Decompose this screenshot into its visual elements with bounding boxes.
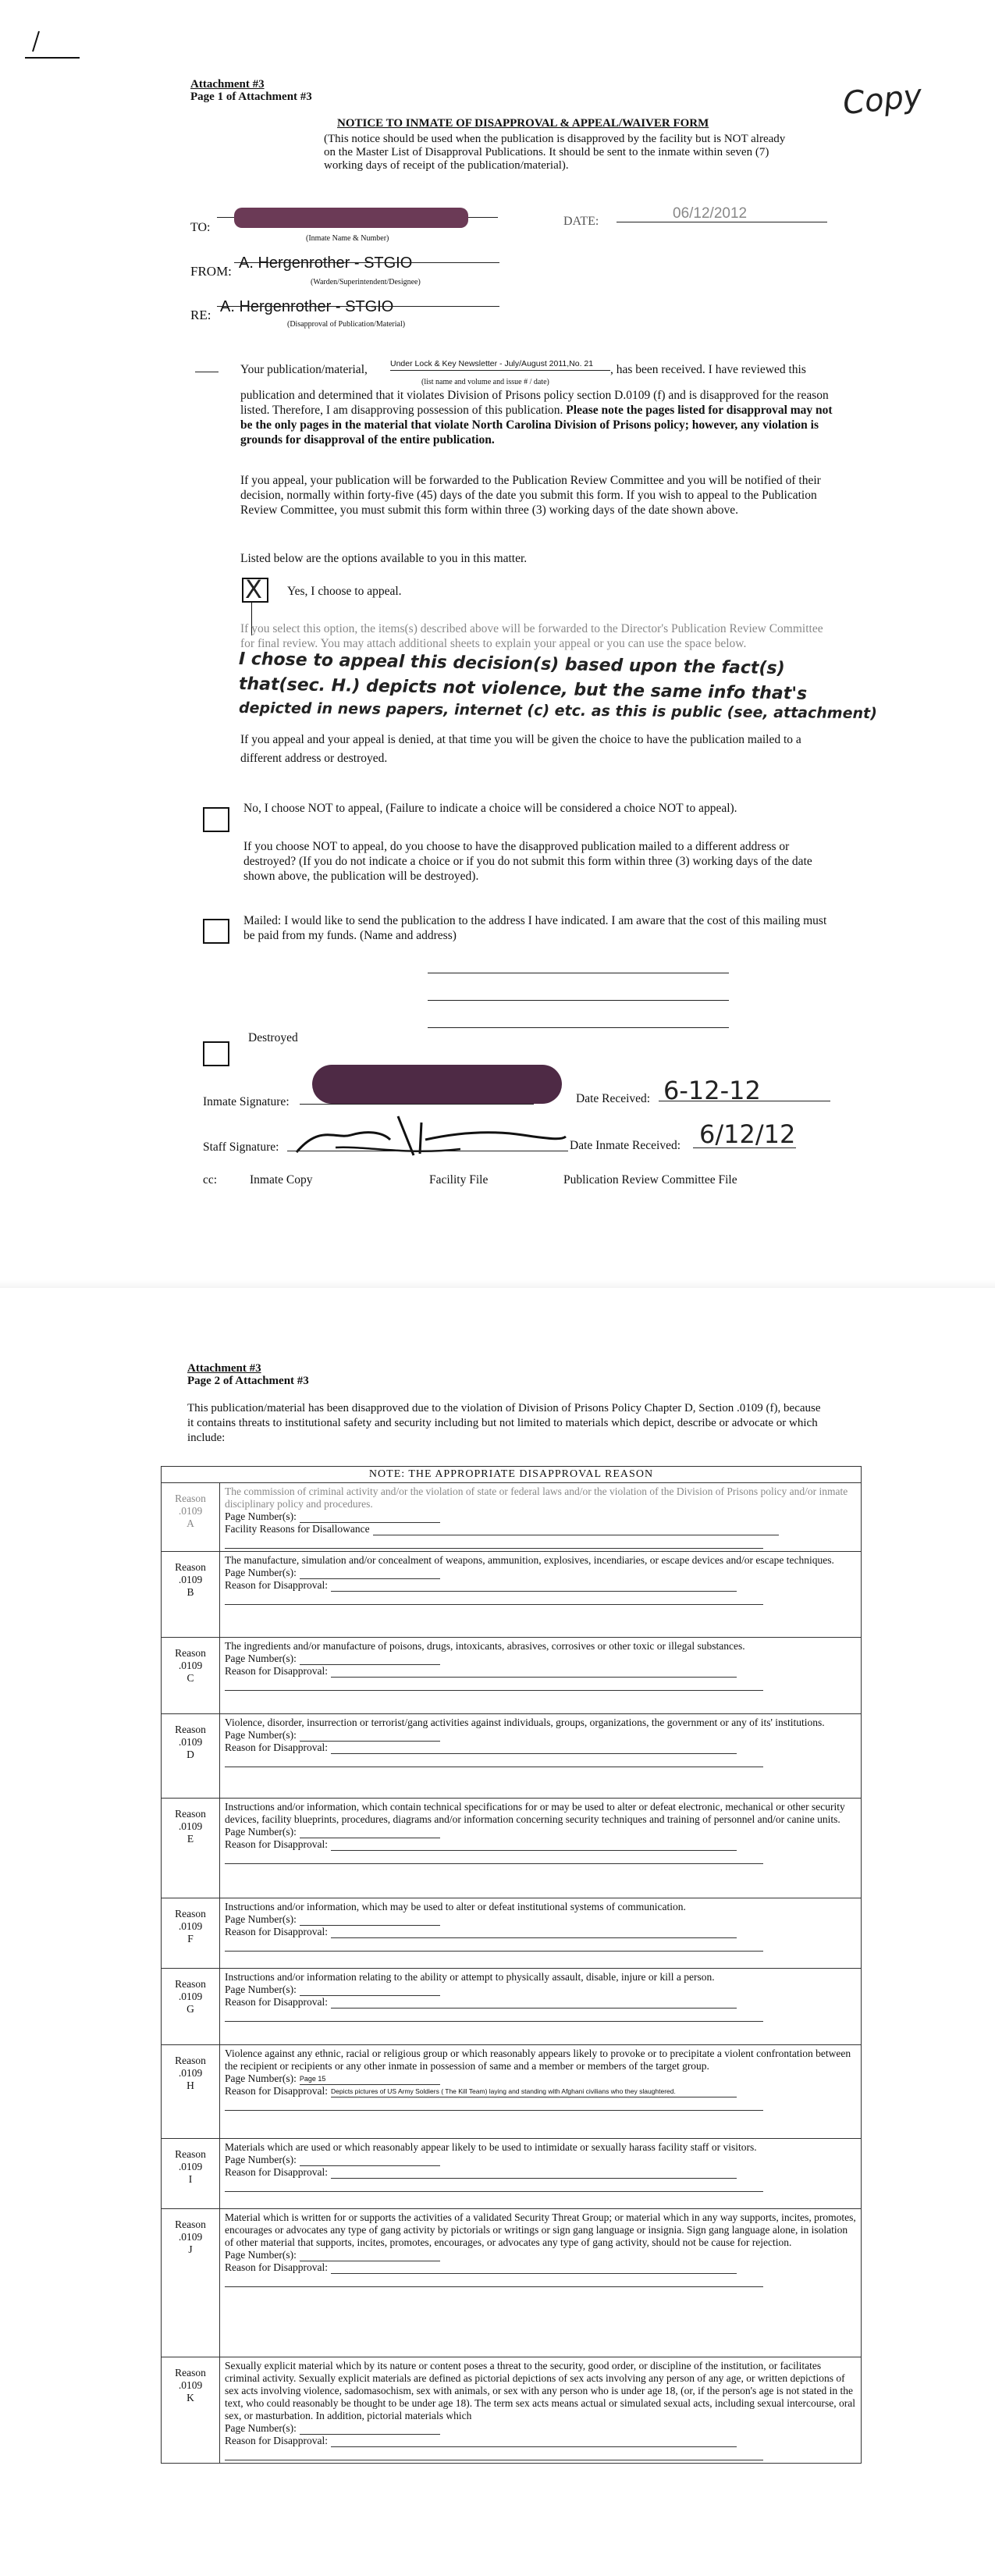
reason-word: Reason <box>175 1493 206 1504</box>
page-numbers-row <box>225 1729 856 1742</box>
reason-for-field[interactable] <box>331 1743 737 1754</box>
reason-extra-line[interactable] <box>225 1592 763 1605</box>
reason-for-field[interactable] <box>331 1667 737 1678</box>
from-value: A. Hergenrother - STGIO <box>239 254 413 272</box>
reason-for-field[interactable]: Depicts pictures of US Army Soldiers ( The Kill Team) laying and standing with Afghani civilians who they slaughtered. <box>331 2087 737 2097</box>
page-numbers-label: Page Number(s): <box>225 2073 297 2084</box>
page-numbers-field[interactable] <box>300 2424 440 2435</box>
page-numbers-label: Page Number(s): <box>225 1826 297 1838</box>
reason-detail <box>220 1483 862 1552</box>
reason-extra-line[interactable] <box>225 1938 763 1952</box>
re-caption: (Disapproval of Publication/Material) <box>287 320 406 329</box>
reason-letter: G <box>187 2003 194 2015</box>
reason-section: .0109 <box>178 1660 203 1671</box>
reason-for-row <box>225 2085 856 2097</box>
reason-for-row <box>225 1523 856 1535</box>
page-numbers-row <box>225 1567 856 1579</box>
date-label: DATE: <box>563 215 599 228</box>
reason-for-row <box>225 2261 856 2274</box>
page-numbers-row <box>225 2073 856 2085</box>
reason-word: Reason <box>175 2367 206 2379</box>
page-numbers-field[interactable] <box>300 1568 440 1579</box>
page-numbers-label: Page Number(s): <box>225 1729 297 1741</box>
reason-letter: C <box>187 1672 194 1684</box>
reason-text: Violence against any ethnic, racial or religious group or which reasonably appears likely to provoke or to precipitate a violent confrontation between the recipient or recipients or any other inmate in possession of same and a member or members of the target group. <box>225 2048 851 2072</box>
reason-section: .0109 <box>178 1505 203 1517</box>
reason-text: Materials which are used or which reasonably appear likely to be used to intimidate or sexually harass facility staff or visitors. <box>225 2141 757 2153</box>
reason-letter: K <box>187 2392 194 2403</box>
reason-code <box>162 1898 220 1969</box>
reason-extra-line[interactable] <box>225 2274 763 2287</box>
reason-for-field[interactable] <box>331 1581 737 1592</box>
reason-extra-line[interactable] <box>225 2097 763 2111</box>
reason-text: The ingredients and/or manufacture of poisons, drugs, intoxicants, abrasives, corrosives or other toxic or illegal substances. <box>225 1640 745 1652</box>
reason-row <box>162 2045 862 2139</box>
page-numbers-field[interactable] <box>300 2250 440 2261</box>
page-numbers-field[interactable] <box>300 2155 440 2166</box>
reason-code <box>162 2209 220 2357</box>
reason-row <box>162 1552 862 1638</box>
reason-letter: B <box>187 1586 194 1598</box>
reason-extra-line[interactable] <box>225 2179 763 2192</box>
reason-detail <box>220 2139 862 2209</box>
yes-explain: If you select this option, the items(s) described above will be forwarded to the Director's Publication Review Committee for final review. You may attach additional sheets to explain your appeal or you can use the space below. <box>240 622 823 650</box>
from-caption: (Warden/Superintendent/Designee) <box>311 278 421 286</box>
page-numbers-label: Page Number(s): <box>225 2154 297 2165</box>
para1 <box>240 388 833 447</box>
reason-for-field[interactable] <box>331 2168 737 2179</box>
reason-word: Reason <box>175 1808 206 1820</box>
reason-row <box>162 1714 862 1799</box>
reason-detail <box>220 2045 862 2139</box>
reason-word: Reason <box>175 1908 206 1920</box>
reason-code <box>162 1483 220 1552</box>
page-numbers-field[interactable] <box>300 1512 440 1523</box>
reason-letter: I <box>188 2173 193 2185</box>
copy-handwritten: Copy <box>840 77 924 123</box>
re-value: A. Hergenrother - STGIO <box>220 298 394 315</box>
reason-section: .0109 <box>178 1736 203 1748</box>
from-line <box>234 262 499 263</box>
reason-text: Material which is written for or supports the activities of a validated Security Threat Group; or material which in any way supports, incites, promotes, encourages or advocates any type of gang activity by pictorials or writings or sign gang language or insignia. Sign gang language alone, in isolation of other material that supports, incites, promotes, encourages, or advocates any type of gang activity, should not be cause for rejection. <box>225 2211 856 2248</box>
reason-for-field[interactable] <box>373 1525 779 1535</box>
reason-for-row <box>225 1742 856 1754</box>
reason-extra-line[interactable] <box>225 1851 763 1864</box>
reason-for-row <box>225 1838 856 1851</box>
reason-section: .0109 <box>178 2379 203 2391</box>
reasons-table <box>161 1466 862 2464</box>
address-line-2[interactable] <box>428 1000 729 1001</box>
reason-text: Instructions and/or information relating to the ability or attempt to physically assault, disable, injure or kill a person. <box>225 1971 715 1983</box>
attachment-label: Attachment #3 <box>190 78 265 91</box>
reason-letter: D <box>187 1749 194 1760</box>
reason-extra-line[interactable] <box>225 1535 763 1549</box>
to-label: TO: <box>190 221 211 234</box>
cc-item-facility-file: Facility File <box>429 1173 489 1187</box>
reason-for-field[interactable] <box>331 2263 737 2274</box>
pub-value: Under Lock & Key Newsletter - July/August 2011,No. 21 <box>390 359 594 368</box>
page-numbers-row <box>225 1913 856 1926</box>
reason-for-label: Reason for Disapproval: <box>225 2166 328 2178</box>
page-numbers-field[interactable] <box>300 1915 440 1926</box>
address-line-3[interactable] <box>428 1027 729 1028</box>
reason-detail <box>220 1638 862 1714</box>
page-numbers-row <box>225 1510 856 1523</box>
page-numbers-label: Page Number(s): <box>225 2422 297 2434</box>
reason-row <box>162 1799 862 1898</box>
to-caption: (Inmate Name & Number) <box>306 234 389 243</box>
date-inmate-received-value: 6/12/12 <box>699 1119 796 1149</box>
para1-normal: publication and determined that it violates Division of Prisons policy section D.0109 (f) and is disapproved for the reason listed. Therefore, I am disapproving possession of this publication. <box>240 389 829 417</box>
reason-letter: H <box>187 2080 194 2091</box>
destroyed-label: Destroyed <box>248 1031 298 1044</box>
reason-for-field[interactable] <box>331 1840 737 1851</box>
pub-intro: Your publication/material, <box>240 363 368 376</box>
reason-detail <box>220 2209 862 2357</box>
inmate-signature-line[interactable] <box>300 1104 534 1105</box>
intro-paragraph: This publication/material has been disapproved due to the violation of Division of Prisons Policy Chapter D, Section .0109 (f), because it contains threats to institutional safety and security including but not limited to materials which depict, describe or advocate or which include: <box>187 1402 821 1444</box>
no-checkbox[interactable] <box>203 807 229 832</box>
staff-signature-icon <box>289 1108 570 1163</box>
reason-section: .0109 <box>178 2231 203 2243</box>
reason-for-field[interactable] <box>331 1927 737 1938</box>
reason-for-row <box>225 1665 856 1678</box>
page-numbers-label: Page Number(s): <box>225 1913 297 1925</box>
reason-code <box>162 1969 220 2045</box>
pub-caption: (list name and volume and issue # / date) <box>421 378 549 386</box>
reason-for-field[interactable] <box>331 2436 737 2447</box>
table-header-row <box>162 1467 862 1483</box>
reason-letter: J <box>188 2243 193 2255</box>
reason-extra-line[interactable] <box>225 2008 763 2022</box>
reason-word: Reason <box>175 1647 206 1659</box>
reason-detail <box>220 1714 862 1799</box>
para1-bold: Please note the pages listed for disapproval may not be the only pages in the material that violate North Carolina Division of Prisons policy; however, any violation is grounds for disapproval of the entire publication. <box>240 404 833 447</box>
reason-for-row <box>225 1579 856 1592</box>
reason-row <box>162 1969 862 2045</box>
reason-word: Reason <box>175 2218 206 2230</box>
reason-extra-line[interactable] <box>225 1754 763 1767</box>
reason-for-label: Reason for Disapproval: <box>225 1996 328 2008</box>
table-header: NOTE: THE APPROPRIATE DISAPPROVAL REASON <box>162 1467 862 1483</box>
reason-code <box>162 2357 220 2464</box>
page-numbers-row <box>225 1653 856 1665</box>
page-numbers-row <box>225 2422 856 2435</box>
page-numbers-row <box>225 2154 856 2166</box>
reason-for-label: Reason for Disapproval: <box>225 2261 328 2273</box>
reason-text: The commission of criminal activity and/or the violation of state or federal laws and/or the violation of the Division of Prisons policy and/or inmate disciplinary policy and procedures. <box>225 1485 848 1510</box>
handwritten-line-3: depicted in news papers, internet (c) etc. as this is public (see, attachment) <box>238 699 877 723</box>
reason-code <box>162 1638 220 1714</box>
reason-row <box>162 2139 862 2209</box>
reason-section: .0109 <box>178 1820 203 1832</box>
reason-row <box>162 1638 862 1714</box>
reason-word: Reason <box>175 1724 206 1735</box>
reason-row <box>162 2209 862 2357</box>
page-numbers-label: Page Number(s): <box>225 1567 297 1578</box>
cc-label: cc: <box>203 1173 218 1187</box>
reason-for-row <box>225 2435 856 2447</box>
reason-code <box>162 1799 220 1898</box>
reason-text: Instructions and/or information, which may be used to alter or defeat institutional systems of communication. <box>225 1901 686 1912</box>
destroyed-checkbox[interactable] <box>203 1041 229 1066</box>
attachment-label-2: Attachment #3 <box>187 1362 261 1375</box>
reason-detail <box>220 2357 862 2464</box>
date-inmate-received-line <box>693 1147 796 1148</box>
inmate-signature-redaction <box>312 1065 562 1104</box>
reason-code <box>162 2045 220 2139</box>
reason-for-label: Facility Reasons for Disallowance <box>225 1523 370 1535</box>
reason-for-label: Reason for Disapproval: <box>225 1579 328 1591</box>
date-received-label: Date Received: <box>576 1092 651 1105</box>
reason-section: .0109 <box>178 1991 203 2002</box>
no-explain: If you choose NOT to appeal, do you choose to have the disapproved publication mailed to a different address or destroyed? (If you do not indicate a choice or if you do not submit this form within three (3) working days of the date shown above, the publication will be destroyed). <box>243 840 812 883</box>
page-2 <box>0 1288 995 2576</box>
inmate-signature-label: Inmate Signature: <box>203 1095 290 1108</box>
reason-code <box>162 1552 220 1638</box>
no-label: No, I choose NOT to appeal, (Failure to indicate a choice will be considered a choice NOT to appeal). <box>243 802 737 815</box>
page-numbers-label: Page Number(s): <box>225 2249 297 2261</box>
reason-row <box>162 1898 862 1969</box>
page-numbers-row <box>225 1984 856 1996</box>
reason-text: The manufacture, simulation and/or concealment of weapons, ammunition, explosives, incendiaries, or escape devices and/or escape techniques. <box>225 1554 834 1566</box>
pub-line <box>390 370 610 371</box>
page-numbers-label: Page Number(s): <box>225 1653 297 1664</box>
reason-row <box>162 2357 862 2464</box>
reason-word: Reason <box>175 2055 206 2066</box>
page-numbers-field[interactable]: Page 15 <box>300 2074 440 2085</box>
handwritten-line-2: that(sec. H.) depicts not violence, but the same info that's <box>238 674 808 704</box>
page-numbers-label: Page Number(s): <box>225 1510 297 1522</box>
form-subtitle: (This notice should be used when the publication is disapproved by the facility but is NOT already on the Master List of Disapproval Publications. It should be sent to the inmate within seven (7) working days of receipt of the publication/material). <box>324 133 786 172</box>
reason-word: Reason <box>175 1978 206 1990</box>
yes-check-mark: X <box>245 575 262 604</box>
reason-section: .0109 <box>178 2161 203 2172</box>
reason-row <box>162 1483 862 1552</box>
reason-letter: F <box>187 1933 194 1944</box>
reason-for-row <box>225 1926 856 1938</box>
from-label: FROM: <box>190 264 232 279</box>
date-received-value: 6-12-12 <box>663 1076 761 1105</box>
reason-detail <box>220 1969 862 2045</box>
date-value: 06/12/2012 <box>673 205 748 222</box>
reason-for-label: Reason for Disapproval: <box>225 1838 328 1850</box>
reason-section: .0109 <box>178 1920 203 1932</box>
form-title: NOTICE TO INMATE OF DISAPPROVAL & APPEAL/WAIVER FORM <box>337 117 709 130</box>
page-numbers-row <box>225 2249 856 2261</box>
reason-word: Reason <box>175 2148 206 2160</box>
re-line <box>217 306 499 307</box>
reason-letter: E <box>187 1833 194 1845</box>
cc-item-inmate-copy: Inmate Copy <box>250 1173 313 1187</box>
reason-for-label: Reason for Disapproval: <box>225 2085 328 2097</box>
date-inmate-received-label: Date Inmate Received: <box>570 1139 681 1152</box>
page-numbers-field[interactable] <box>300 1827 440 1838</box>
reason-code <box>162 1714 220 1799</box>
page-numbers-row <box>225 1826 856 1838</box>
yes-denied: If you appeal and your appeal is denied, at that time you will be given the choice to have the publication mailed to a different address or destroyed. <box>240 733 801 765</box>
reason-for-row <box>225 2166 856 2179</box>
reason-section: .0109 <box>178 2067 203 2079</box>
reason-word: Reason <box>175 1561 206 1573</box>
staff-signature-label: Staff Signature: <box>203 1140 279 1154</box>
stray-mark-icon <box>23 23 86 62</box>
reason-text: Instructions and/or information, which contain technical specifications for or may be used to alter or defeat electronic, mechanical or other security devices, facility blueprints, procedures, diagrams and/or information concerning security techniques and training of personnel and/or canine units. <box>225 1801 845 1825</box>
options-intro: Listed below are the options available to you in this matter. <box>240 552 528 565</box>
handwritten-line-1: I chose to appeal this decision(s) based upon the fact(s) <box>238 649 785 679</box>
reason-detail <box>220 1552 862 1638</box>
page-numbers-field[interactable] <box>300 1985 440 1996</box>
reason-detail <box>220 1898 862 1969</box>
mailed-label: Mailed: I would like to send the publication to the address I have indicated. I am aware that the cost of this mailing must be paid from my funds. (Name and address) <box>243 914 827 942</box>
page-numbers-field[interactable] <box>300 1654 440 1665</box>
reason-letter: A <box>187 1517 194 1529</box>
reason-for-label: Reason for Disapproval: <box>225 1926 328 1937</box>
reason-for-label: Reason for Disapproval: <box>225 2435 328 2446</box>
mailed-checkbox[interactable] <box>203 919 229 944</box>
to-redaction <box>234 208 468 228</box>
reason-for-label: Reason for Disapproval: <box>225 1665 328 1677</box>
reason-detail <box>220 1799 862 1898</box>
reason-extra-line[interactable] <box>225 1678 763 1691</box>
page-of-label: Page 1 of Attachment #3 <box>190 91 312 103</box>
page-numbers-field[interactable] <box>300 1731 440 1742</box>
page-numbers-label: Page Number(s): <box>225 1984 297 1995</box>
reason-text: Sexually explicit material which by its nature or content poses a threat to the security, good order, or discipline of the institution, or facilitates criminal activity. Sexually explicit materials are defined as pictorial depictions of sex acts involving any person of any age, or written depictions of sex acts involving violence, sadomasochism, sex with animals, or sex with any person who is under age 18, (or, if the person's age is not stated in the text, who could reasonably be thought to be under age 18). The term sex acts means actual or simulated sexual acts, including sexual intercourse, oral sex, or masturbation. In addition, pictorial materials which <box>225 2360 856 2421</box>
reason-for-field[interactable] <box>331 1998 737 2008</box>
page-of-label-2: Page 2 of Attachment #3 <box>187 1375 309 1387</box>
reason-extra-line[interactable] <box>225 2447 763 2460</box>
pub-after: , has been received. I have reviewed this <box>610 363 806 376</box>
yes-label: Yes, I choose to appeal. <box>287 585 402 598</box>
re-label: RE: <box>190 308 211 322</box>
reason-code <box>162 2139 220 2209</box>
reason-text: Violence, disorder, insurrection or terrorist/gang activities against individuals, groups, organizations, the government or any of its' institutions. <box>225 1717 825 1728</box>
para2: If you appeal, your publication will be forwarded to the Publication Review Committee and you will be notified of their decision, normally within forty-five (45) days of the date you submit this form. If you wish to appeal to the Publication Review Committee, you must submit this form within three (3) working days of the date shown above. <box>240 474 821 517</box>
reason-section: .0109 <box>178 1574 203 1585</box>
cc-item-review-committee-file: Publication Review Committee File <box>563 1173 737 1187</box>
reason-for-row <box>225 1996 856 2008</box>
yes-checkbox[interactable] <box>242 575 268 604</box>
reason-for-label: Reason for Disapproval: <box>225 1742 328 1753</box>
